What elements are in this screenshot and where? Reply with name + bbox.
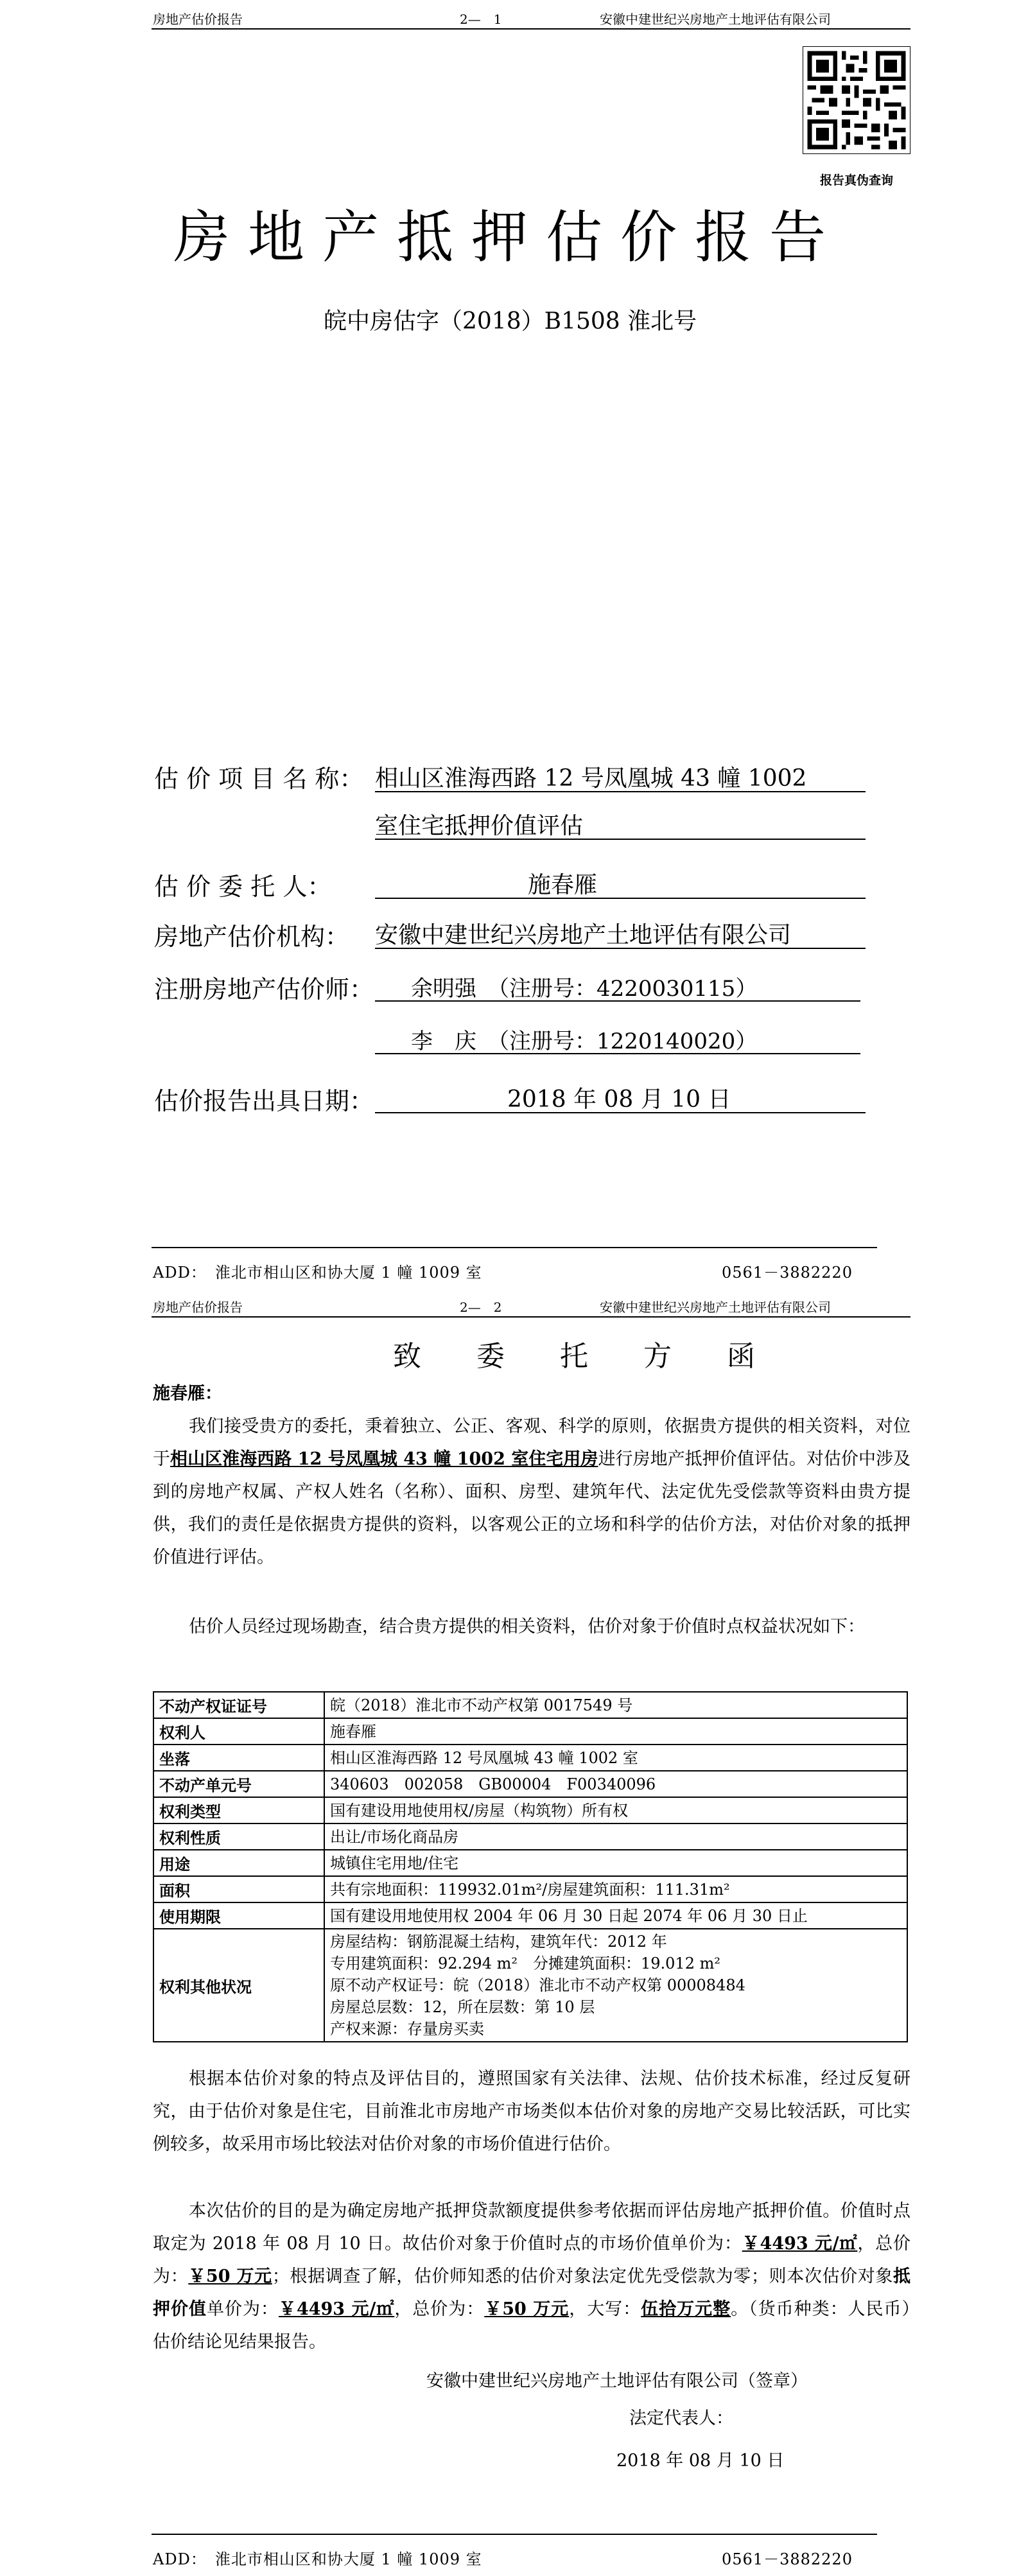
unit-price-2: ￥4493 元/㎡ bbox=[278, 2299, 395, 2319]
para4-text: ，大写： bbox=[569, 2299, 641, 2319]
table-key: 权利人 bbox=[153, 1718, 324, 1745]
underline bbox=[375, 1112, 866, 1113]
qr-caption: 报告真伪查询 bbox=[819, 173, 893, 187]
table-value: 国有建设用地使用权 2004 年 06 月 30 日起 2074 年 06 月 30 日止 bbox=[324, 1902, 907, 1929]
total-chinese: 伍拾万元整 bbox=[641, 2299, 731, 2319]
other-line: 原不动产权证号：皖（2018）淮北市不动产权第 00008484 bbox=[330, 1976, 745, 1994]
para4-text: 单价为： bbox=[206, 2299, 279, 2319]
project-name-line2: 室住宅抵押价值评估 bbox=[375, 813, 584, 839]
page2-footer-rule bbox=[152, 2534, 877, 2535]
paragraph-4 bbox=[153, 2195, 928, 2358]
other-line: 房屋总层数：12，所在层数：第 10 层 bbox=[330, 1998, 595, 2016]
table-value: 340603 002058 GB00004 F00340096 bbox=[324, 1771, 907, 1797]
page2-page-number: 2— 2 bbox=[460, 1300, 502, 1315]
report-number: 皖中房估字（2018）B1508 淮北号 bbox=[324, 308, 697, 335]
total-price-2: ￥50 万元 bbox=[484, 2299, 570, 2319]
paragraph-2: 估价人员经过现场勘查，结合贵方提供的相关资料，估价对象于价值时点权益状况如下： bbox=[189, 1617, 865, 1637]
page1-page-number: 2— 1 bbox=[460, 12, 502, 27]
para4-text: 。（货币种类：人民币） 估价结论见结果报告。 bbox=[153, 2299, 928, 2352]
para4-text: ，总价为： bbox=[153, 2234, 911, 2286]
table-row bbox=[153, 1745, 907, 1771]
table-value: 国有建设用地使用权/房屋（构筑物）所有权 bbox=[324, 1797, 907, 1823]
paragraph-3: 根据本估价对象的特点及评估目的，遵照国家有关法律、法规、估价技术标准，经过反复研究，由于估价对象是住宅，目前淮北市房地产市场类似本估价对象的房地产交易比较活跃，可比实例较多，故采用市场比较法对估价对象的市场价值进行估价。 bbox=[153, 2069, 910, 2154]
other-line: 房屋结构：钢筋混凝土结构，建筑年代：2012 年 bbox=[330, 1933, 667, 1951]
page1-header-right: 安徽中建世纪兴房地产土地评估有限公司 bbox=[600, 12, 831, 27]
agency-value: 安徽中建世纪兴房地产土地评估有限公司 bbox=[375, 922, 792, 948]
project-name-label: 估 价 项 目 名 称： bbox=[154, 765, 364, 793]
underline bbox=[375, 839, 866, 840]
total-price: ￥50 万元 bbox=[188, 2267, 272, 2286]
table-row bbox=[153, 1797, 907, 1823]
table-row bbox=[153, 1692, 907, 1718]
table-key: 用途 bbox=[153, 1850, 324, 1876]
letter-title: 致 委 托 方 函 bbox=[393, 1340, 778, 1373]
page1-footer-phone: 0561－3882220 bbox=[722, 1264, 853, 1282]
appraiser-label: 注册房地产估价师： bbox=[154, 975, 374, 1004]
table-key: 坐落 bbox=[153, 1745, 324, 1771]
table-row bbox=[153, 1771, 907, 1797]
table-key: 权利其他状况 bbox=[153, 1929, 324, 2042]
salutation: 施春雁： bbox=[153, 1384, 222, 1404]
table-value: 皖（2018）淮北市不动产权第 0017549 号 bbox=[324, 1692, 907, 1718]
underline bbox=[375, 1053, 860, 1054]
table-value: 相山区淮海西路 12 号凤凰城 43 幢 1002 室 bbox=[324, 1745, 907, 1771]
table-row bbox=[153, 1929, 907, 2042]
table-value: 施春雁 bbox=[324, 1718, 907, 1745]
project-name-line1: 相山区淮海西路 12 号凤凰城 43 幢 1002 bbox=[375, 765, 807, 792]
underline bbox=[375, 948, 866, 949]
page2-header-rule bbox=[152, 1316, 910, 1318]
property-address: 相山区淮海西路 12 号凤凰城 43 幢 1002 室住宅用房 bbox=[170, 1449, 598, 1469]
signature-company: 安徽中建世纪兴房地产土地评估有限公司（签章） bbox=[426, 2371, 808, 2391]
issue-date-label: 估价报告出具日期： bbox=[154, 1087, 374, 1115]
table-key: 权利性质 bbox=[153, 1823, 324, 1850]
para4-text: ，总价为： bbox=[394, 2299, 485, 2319]
appraiser-2: 李 庆 （注册号：1220140020） bbox=[411, 1029, 758, 1054]
page1-footer-rule bbox=[152, 1247, 877, 1248]
qr-code-icon[interactable] bbox=[803, 46, 910, 154]
table-key: 不动产单元号 bbox=[153, 1771, 324, 1797]
table-key: 权利类型 bbox=[153, 1797, 324, 1823]
table-value: 共有宗地面积：119932.01m²/房屋建筑面积：111.31m² bbox=[324, 1876, 907, 1902]
paragraph-1 bbox=[153, 1410, 910, 1574]
appraiser-1: 余明强 （注册号：4220030115） bbox=[411, 976, 758, 1002]
report-title: 房地产抵押估价报告 bbox=[173, 204, 844, 270]
signature-representative: 法定代表人： bbox=[629, 2408, 733, 2428]
para1-text-c: 进行房地产抵押价值评估。对估价中涉及到的房地产权属、产权人姓名（名称）、面积、房型、建筑年代、法定优先受偿款等资料由贵方提供，我们的责任是依据贵方提供的资料，以客观公正的立场和科学的估价方法，对估价对象的抵押价值进行评估。 bbox=[153, 1449, 911, 1567]
signature-date: 2018 年 08 月 10 日 bbox=[616, 2451, 785, 2471]
table-value: 城镇住宅用地/住宅 bbox=[324, 1850, 907, 1876]
page2-footer-address: ADD： 淮北市相山区和协大厦 1 幢 1009 室 bbox=[153, 2550, 482, 2568]
table-row bbox=[153, 1823, 907, 1850]
issue-date-value: 2018 年 08 月 10 日 bbox=[507, 1086, 731, 1113]
table-key: 面积 bbox=[153, 1876, 324, 1902]
unit-price: ￥4493 元/㎡ bbox=[742, 2234, 858, 2254]
table-key: 不动产权证证号 bbox=[153, 1692, 324, 1718]
page1-header-left: 房地产估价报告 bbox=[153, 12, 243, 27]
mortgage-value-term: 抵押价值 bbox=[153, 2267, 911, 2319]
client-value: 施春雁 bbox=[528, 872, 598, 898]
table-row bbox=[153, 1902, 907, 1929]
page2-header-right: 安徽中建世纪兴房地产土地评估有限公司 bbox=[600, 1300, 831, 1315]
page2-header-left: 房地产估价报告 bbox=[153, 1300, 243, 1315]
para4-text: 本次估价的目的是为确定房地产抵押贷款额度提供参考依据而评估房地产抵押价值。价值时点取定为 2018 年 08 月 10 日。故估价对象于价值时点的市场价值单价为： bbox=[153, 2201, 910, 2254]
other-line: 专用建筑面积：92.294 m² 分摊建筑面积：19.012 m² bbox=[330, 1954, 720, 1972]
underline bbox=[375, 898, 866, 899]
table-row bbox=[153, 1718, 907, 1745]
table-value-other bbox=[324, 1929, 907, 2042]
client-label: 估 价 委 托 人： bbox=[154, 873, 332, 901]
page1-header-rule bbox=[152, 28, 910, 30]
other-line: 产权来源：存量房买卖 bbox=[330, 2020, 484, 2038]
page2-footer-phone: 0561－3882220 bbox=[722, 2550, 853, 2568]
para4-text: ；根据调查了解，估价师知悉的估价对象法定优先受偿款为零；则本次估价对象 bbox=[272, 2267, 894, 2286]
page1-footer-address: ADD： 淮北市相山区和协大厦 1 幢 1009 室 bbox=[153, 1264, 482, 1282]
rights-table bbox=[153, 1691, 908, 2042]
table-row bbox=[153, 1876, 907, 1902]
table-value: 出让/市场化商品房 bbox=[324, 1823, 907, 1850]
table-row bbox=[153, 1850, 907, 1876]
table-key: 使用期限 bbox=[153, 1902, 324, 1929]
para1-text-a: 我们接受贵方的委托，秉着独立、公正、客观、科学的原则，依据贵方提供的相关资料，对位于 bbox=[153, 1416, 910, 1469]
underline bbox=[375, 791, 866, 792]
underline bbox=[375, 1000, 860, 1002]
agency-label: 房地产估价机构： bbox=[154, 923, 350, 951]
